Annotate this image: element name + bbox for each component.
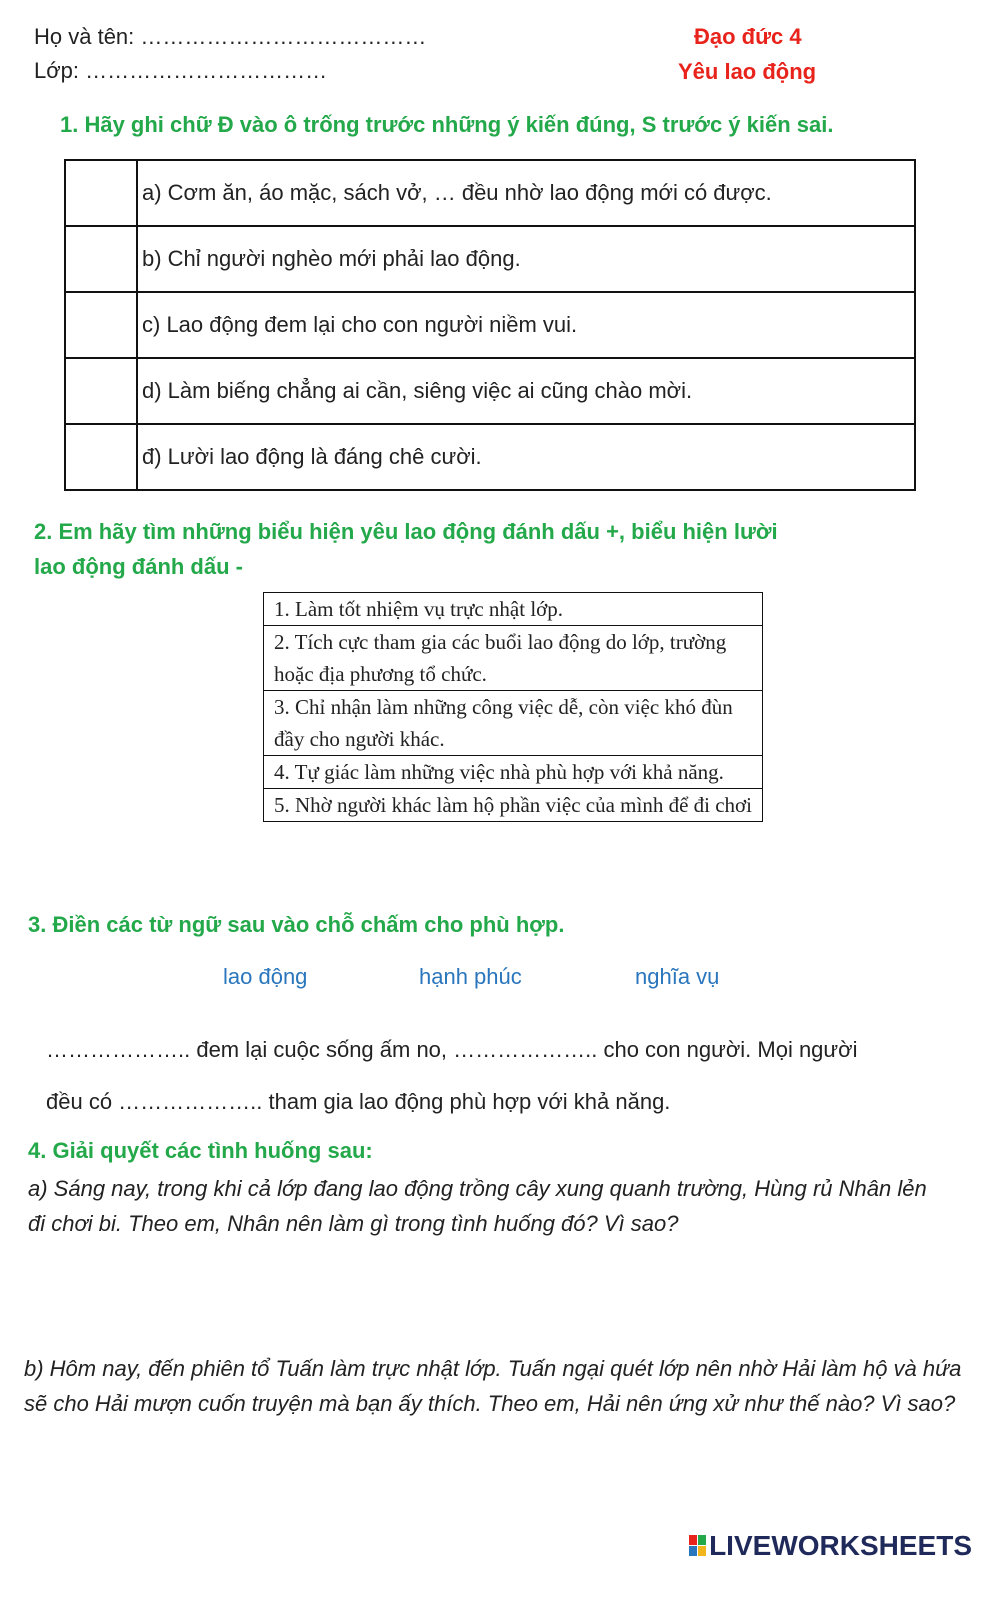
subject-title: Đạo đức 4	[694, 24, 802, 49]
q2-item-3[interactable]: 3. Chỉ nhận làm những công việc dễ, còn việc khó đùn đầy cho người khác.	[264, 691, 763, 756]
class-field-label: Lớp: ……………………………	[34, 58, 328, 83]
table-row	[65, 160, 915, 226]
table-row	[264, 593, 763, 626]
lesson-title: Yêu lao động	[678, 59, 817, 84]
q1-answer-box-a[interactable]	[65, 160, 137, 226]
table-row	[264, 789, 763, 822]
liveworksheets-logo	[689, 1530, 972, 1562]
q3-fill-line2: đều có ……………….. tham gia lao động phù hợp với khả năng.	[46, 1089, 671, 1114]
q3-word-hanh-phuc[interactable]: hạnh phúc	[419, 964, 522, 989]
q1-title: 1. Hãy ghi chữ Đ vào ô trống trước những ý kiến đúng, S trước ý kiến sai.	[60, 112, 834, 137]
q1-statement-dd: đ) Lười lao động là đáng chê cười.	[137, 424, 915, 490]
q1-statement-b: b) Chỉ người nghèo mới phải lao động.	[137, 226, 915, 292]
q2-table	[263, 592, 763, 822]
q3-fill-line1: ……………….. đem lại cuộc sống ấm no, ……………….. cho con người. Mọi người	[46, 1037, 858, 1062]
q2-item-2[interactable]: 2. Tích cực tham gia các buổi lao động do lớp, trường hoặc địa phương tổ chức.	[264, 626, 763, 691]
table-row	[264, 756, 763, 789]
name-field-label: Họ và tên: …………………………………	[34, 24, 427, 49]
q3-word-lao-dong[interactable]: lao động	[223, 964, 308, 989]
q4-situation-a: a) Sáng nay, trong khi cả lớp đang lao động trồng cây xung quanh trường, Hùng rủ Nhân lẻn đi chơi bi. Theo em, Nhân nên làm gì trong tình huống đó? Vì sao?	[28, 1176, 927, 1236]
table-row	[264, 626, 763, 691]
q4-title: 4. Giải quyết các tình huống sau:	[28, 1138, 373, 1163]
q2-item-5[interactable]: 5. Nhờ người khác làm hộ phần việc của mình để đi chơi	[264, 789, 763, 822]
q1-statement-c: c) Lao động đem lại cho con người niềm vui.	[137, 292, 915, 358]
q1-statement-a: a) Cơm ăn, áo mặc, sách vở, … đều nhờ lao động mới có được.	[137, 160, 915, 226]
q2-item-1[interactable]: 1. Làm tốt nhiệm vụ trực nhật lớp.	[264, 593, 763, 626]
table-row	[65, 358, 915, 424]
q1-statement-d: d) Làm biếng chẳng ai cần, siêng việc ai cũng chào mời.	[137, 358, 915, 424]
q1-table	[64, 159, 916, 491]
table-row	[65, 424, 915, 490]
liveworksheets-logo-text: LIVEWORKSHEETS	[709, 1530, 972, 1561]
table-row	[65, 292, 915, 358]
liveworksheets-logo-icon	[689, 1535, 707, 1557]
q1-answer-box-d[interactable]	[65, 358, 137, 424]
q4-situation-b: b) Hôm nay, đến phiên tổ Tuấn làm trực nhật lớp. Tuấn ngại quét lớp nên nhờ Hải làm hộ và hứa sẽ cho Hải mượn cuốn truyện mà bạn ấy thích. Theo em, Hải nên ứng xử như thế nào? Vì sao?	[24, 1356, 962, 1416]
q3-title: 3. Điền các từ ngữ sau vào chỗ chấm cho phù hợp.	[28, 912, 565, 937]
q2-title-line2: lao động đánh dấu -	[34, 554, 243, 579]
table-row	[264, 691, 763, 756]
q3-word-nghia-vu[interactable]: nghĩa vụ	[635, 964, 720, 989]
q2-item-4[interactable]: 4. Tự giác làm những việc nhà phù hợp với khả năng.	[264, 756, 763, 789]
q1-answer-box-dd[interactable]	[65, 424, 137, 490]
q2-title-line1: 2. Em hãy tìm những biểu hiện yêu lao động đánh dấu +, biểu hiện lười	[34, 519, 778, 544]
table-row	[65, 226, 915, 292]
q1-answer-box-c[interactable]	[65, 292, 137, 358]
q1-answer-box-b[interactable]	[65, 226, 137, 292]
